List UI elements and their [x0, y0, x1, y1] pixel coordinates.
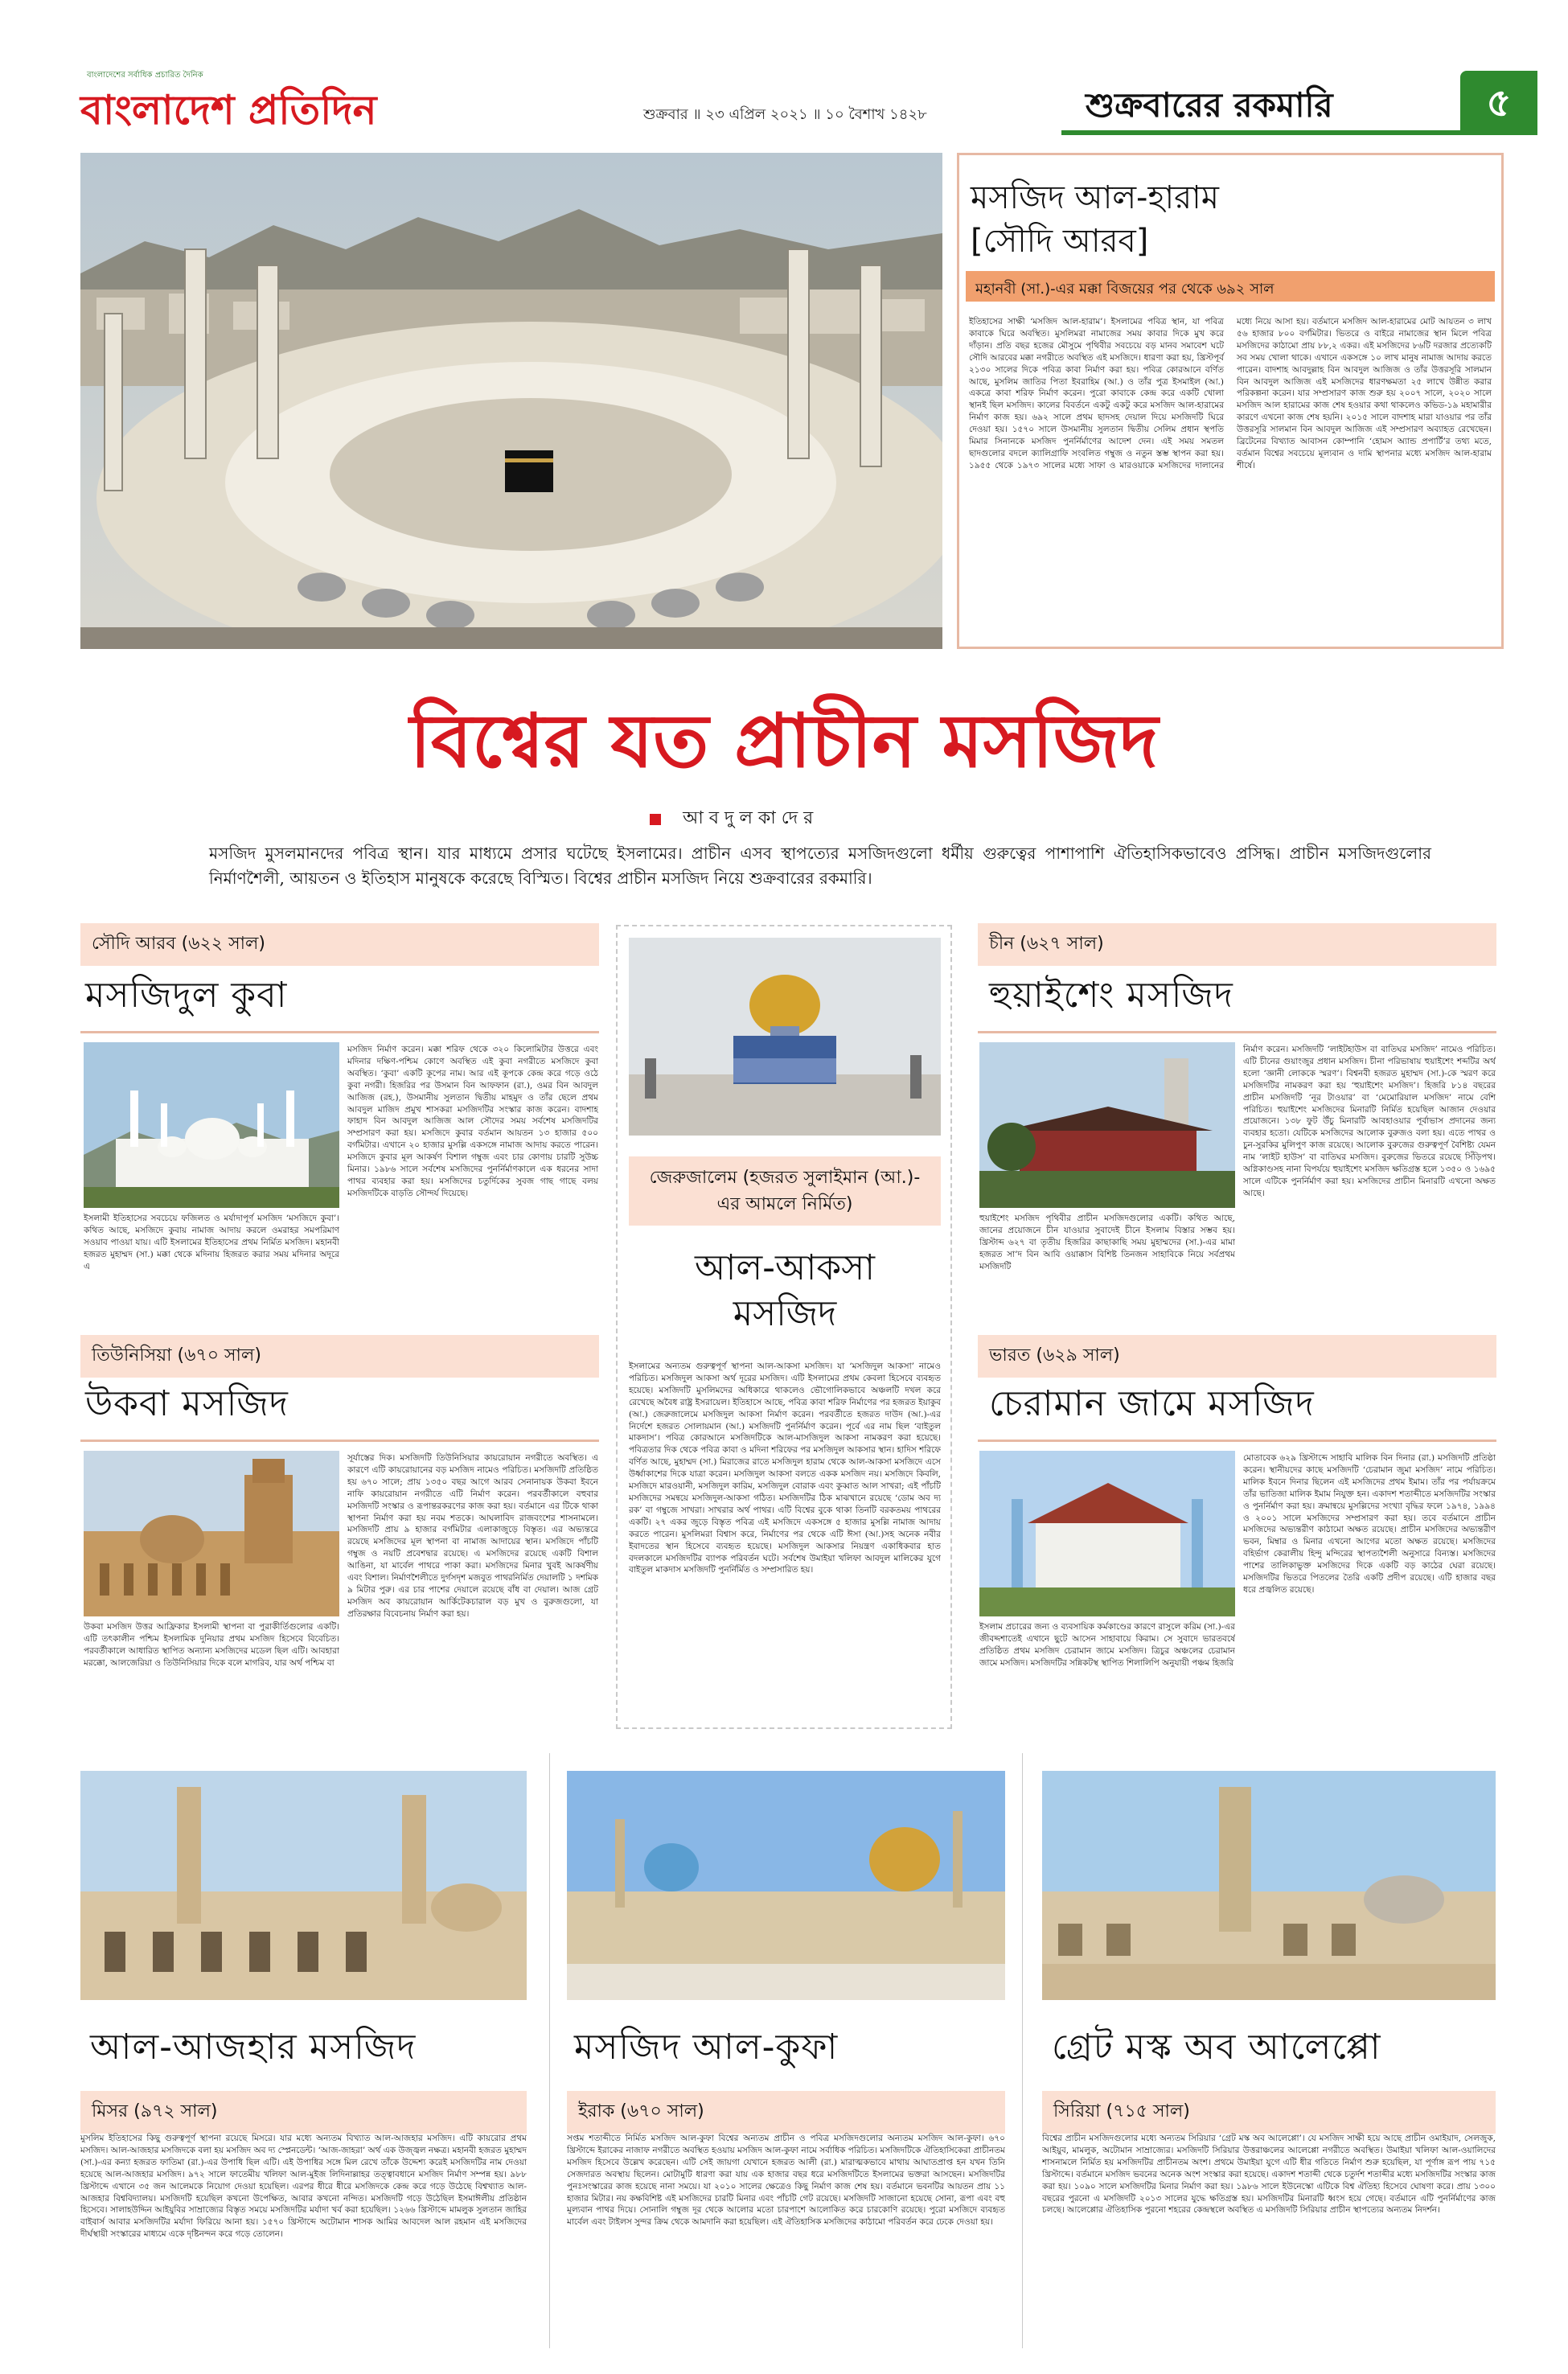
aleppo-title: গ্রেট মস্ক অব আলেপ্পো [1052, 2027, 1381, 2068]
uqba-photo [84, 1451, 339, 1616]
aqsa-title-line1: আল-আকসা [695, 1247, 875, 1288]
aqsa-title [629, 1245, 941, 1337]
byline-text: আ ব দু ল কা দে র [683, 808, 814, 828]
section-banner [1061, 71, 1537, 135]
aqsa-body: ইসলামের অন্যতম গুরুত্বপূর্ণ স্থাপনা আল-আকসা মসজিদ। যা ‘মসজিদুল আকসা’ নামেও পরিচিত। মসজিদুল আকসা অর্থ দূরের মসজিদ। এটি ইসলামের প্রথম কেবলা হিসেবে ব্যবহৃত হয়েছে। মসজিদটি মুসলিমদের অধিকারে থাকলেও ভৌগোলিকভাবে অঞ্চলটি দখল করে রেখেছে অবৈধ রাষ্ট্র ইসরায়েল। ইতিহাসে আছে, পবিত্র কাবা শরিফ নির্মাণের পর হজরত ইয়াকুব (আ.) জেরুজালেমে মসজিদুল আকসা নির্মাণ করেন। পরবর্তীতে হজরত দাউদ (আ.)-এর নির্দেশে হজরত সোলায়মান (আ.) মসজিদটি পুনর্নির্মাণ করেন। পূর্বে এর নাম ছিল ‘বাইতুল মাকদাস’। পবিত্র কোরআনে মসজিদটিকে আল-মাসজিদুল আকসা নামকরণ করা হয়েছে। পবিত্রতার দিক থেকে পবিত্র কাবা ও মদিনা শরিফের পর মসজিদুল আকসার স্থান। হাদিস শরিফে বর্ণিত আছে, মুহাম্মদ (সা.) মিরাজের রাতে মসজিদুল হারাম থেকে আল-আকসা মসজিদে এসে উর্ধ্বাকাশের দিকে যাত্রা করেন। মসজিদুল আকসা বলতে একক মসজিদ নয়। মসজিদে কিবলি, মসজিদে মারওয়ানী, মসজিদুল কারিম, মসজিদুল বোরাক এবং কুব্বাত আল সাখরা; এই পাঁচটি মসজিদের সমন্বয়ে মসজিদুল-আকসা গঠিত। মসজিদটির ঠিক মাঝখানে রয়েছে ‘ডোম অব দ্য রক’ বা গম্বুজে সাখরা। সাখরার অর্থ পাথর। এটি বিশ্বের বুকে থাকা তিনটি বরকতময় পাথরের একটি। ২৭ একর জুড়ে বিস্তৃত পবিত্র এই মসজিদে একসঙ্গে ৫ হাজার মুসল্লি নামাজ আদায় করতে পারেন। মুসলিমরা বিশ্বাস করে, নির্মাণের পর থেকে এটি ঈসা (আ.)সহ অনেক নবীর ইবাদতের স্থান হিসেবে ব্যবহৃত হয়েছে। মসজিদুল আকসার নিয়ন্ত্রণ একাধিকবার হাত বদলকালে মসজিদটির ব্যাপক পরিবর্তন ঘটে। সর্বশেষ উমাইয়া খলিফা আবদুল মালিকের যুগে বাইতুল মাকদাস মসজিদটি পুনর্নির্মিত ও সম্প্রসারিত হয়। [629, 1362, 941, 1575]
haram-title-line1: মসজিদ আল-হারাম [971, 179, 1219, 216]
logo-tagline: বাংলাদেশের সর্বাধিক প্রচারিত দৈনিক [87, 71, 203, 80]
dateline: শুক্রবার ॥ ২৩ এপ্রিল ২০২১ ॥ ১০ বৈশাখ ১৪২৮ [643, 106, 927, 123]
kufa-title: মসজিদ আল-কুফা [574, 2027, 839, 2068]
logo: বাংলাদেশ প্রতিদিন [80, 86, 377, 133]
quba-tag: সৌদি আরব (৬২২ সাল) [80, 923, 599, 966]
haram-body: ইতিহাসের সাক্ষী ‘মসজিদ আল-হারাম’। ইসলামের পবিত্র স্থান, যা পবিত্র কাবাকে ঘিরে অবস্থিত। মুসলিমরা নামাজের সময় কাবার দিকে মুখ করে দাঁড়ান। প্রতি বছর হজের মৌসুমে পৃথিবীর সবচেয়ে বড় মানব সমাবেশ ঘটে সৌদি আরবের মক্কা নগরীতে অবস্থিত এই মসজিদে। ধারণা করা হয়, খ্রিস্টপূর্ব ২১৩০ সালের দিকে পবিত্র কাবা নির্মাণ করা হয়। পবিত্র কোরআনে বর্ণিত আছে, মুসলিম জাতির পিতা ইবরাহিম (আ.) ও তাঁর পুত্র ইসমাইল (আ.) একত্রে কাবা শরিফ নির্মাণ করেন। পুরো কাবাকে কেন্দ্র করে একটি খোলা স্থানই ছিল মসজিদ। কালের বিবর্তনে একটু একটু করে মসজিদ আল-হারামের নির্মাণ কাজ হয়। ৬৯২ সালে প্রথম ছাদসহ দেয়াল দিয়ে মসজিদটি ঘিরে দেওয়া হয়। ১৫৭০ সালে উসমানীয় সুলতান দ্বিতীয় সেলিম প্রধান স্থপতি মিমার সিনানকে মসজিদ পুনর্নির্মাণের আদেশ দেন। এই সময় সমতল ছাদগুলোর বদলে ক্যালিগ্রাফি সংবলিত গম্বুজ ও নতুন স্তম্ভ স্থাপন করা হয়। ১৯৫৫ থেকে ১৯৭৩ সালের মধ্যে সাফা ও মারওয়াকে মসজিদের দালানের মধ্যে নিয়ে আসা হয়। বর্তমানে মসজিদ আল-হারামের মোট আয়তন ৩ লাখ ৫৬ হাজার ৮০০ বর্গমিটার। ভিতরে ও বাইরে নামাজের স্থান মিলে পবিত্র মসজিদের কাঠামো প্রায় ৮৮,২ একর। এই মসজিদের ৮৬টি দরজার প্রত্যেকটি সব সময় খোলা থাকে। এখানে একসঙ্গে ১০ লাখ মানুষ নামাজ আদায় করতে পারেন। বাদশাহ আবদুল্লাহ বিন আবদুল আজিজ ও তাঁর উত্তরসূরি সালমান বিন আবদুল আজিজ এই মসজিদের ধারণক্ষমতা ২৫ লাখে উন্নীত করার পরিকল্পনা করেন। যার সম্প্রসারণ কাজ শুরু হয় ২০০৭ সালে, ২০২০ সালে মসজিদ আল হারামের কাজ শেষ হওয়ার কথা থাকলেও কভিড-১৯ মহামারীর কারণে এখনো কাজ শেষ হয়নি। ২০১৫ সালে বাদশাহ মারা যাওয়ার পর তাঁর উত্তরসূরি সালমান বিন আবদুল আজিজ এই সম্প্রসারণ অব্যাহত রেখেছেন। ব্রিটেনের বিখ্যাত আবাসন কোম্পানি ‘হোমস অ্যান্ড প্রপার্টি’র তথ্য মতে, বর্তমান বিশ্বের সবচেয়ে মূল্যবান ও দামি স্থাপনার মধ্যে মসজিদ আল-হারাম শীর্ষে। [969, 317, 1492, 470]
cheraman-tag: ভারত (৬২৯ সাল) [978, 1335, 1496, 1378]
quba-title: মসজিদুল কুবা [85, 975, 288, 1016]
section-title: শুক্রবারের রকমারি [1086, 85, 1333, 125]
page-number: ৫ [1460, 71, 1537, 135]
bottom-divider-left [549, 1753, 550, 2348]
azhar-title: আল-আজহার মসজিদ [90, 2027, 417, 2068]
azhar-photo [80, 1771, 527, 2000]
aleppo-photo [1042, 1771, 1496, 2000]
azhar-tag: মিসর (৯৭২ সাল) [80, 2091, 527, 2134]
main-headline: বিশ্বের যত প্রাচীন মসজিদ [409, 697, 1159, 784]
aleppo-tag: সিরিয়া (৭১৫ সাল) [1042, 2091, 1496, 2134]
bottom-divider-right [1022, 1753, 1023, 2348]
cheraman-photo [979, 1451, 1235, 1616]
huaisheng-title: হুয়াইশেং মসজিদ [989, 975, 1233, 1016]
huaisheng-body-left: হুয়াইশেং মসজিদ পৃথিবীর প্রাচীন মসজিদগুলোর একটি। কথিত আছে, জানের প্রয়োজনে চীন যাওয়ার সুবাদেই চীনে ইসলাম বিস্তার সম্ভব হয়। খ্রিস্টাব্দ ৬২৭ বা তৃতীয় হিজরির কাছাকাছি সময় মুহাম্মদের (সা.)-এর মামা হজরত সা’দ বিন আবি ওয়াক্কাস বিশিষ্ট তিনজন সাহাবিকে নিয়ে সর্বপ্রথম মসজিদটি [979, 1214, 1235, 1271]
cheraman-body-left: ইসলাম প্রচারের জন্য ও ব্যবসায়িক কর্মকাণ্ডের কারণে রাসুলে করিম (সা.)-এর জীবদ্দশাতেই এখানে ছুটে আসেন সাহাবায়ে কিরাম। সে সুবাদে ভারতবর্ষে প্রতিষ্ঠিত প্রথম মসজিদ চেরামান জামে মসজিদ। ত্রিচুর অঞ্চলের চেরামান জামে মসজিদ। মসজিদটির সন্নিকটস্থ স্থাপিত শিলালিপি অনুযায়ী পঞ্চম হিজরি [979, 1622, 1235, 1668]
quba-body-right: মসজিদ নির্মাণ করেন। মক্কা শরিফ থেকে ৩২০ কিলোমিটার উত্তরে এবং মদিনার দক্ষিণ-পশ্চিম কোণে অবস্থিত এই কুবা নগরীতে মসজিদে কুবা অবস্থিত। ‘কুবা’ একটি কূপের নাম। আর এই কূপকে কেন্দ্র করে গড়ে ওঠে কুবা নগরী। হিজরির পর উসমান বিন আফফান (রা.), ওমর বিন আবদুল আজিজ (রহ.), উসমানীয় সুলতান দ্বিতীয় মাহমুদ ও তাঁর ছেলে প্রথম আবদুল মাজিদ প্রমুখ শাসকরা মসজিদটির সংস্কার কাজ করেন। বাদশাহ ফাহাদ বিন আবদুল আজিজ আল সৌদের সময় সর্বশেষ মসজিদটির সম্প্রসারণ করা হয়। মসজিদে কুবার বর্তমান আয়তন ১৩ হাজার ৫০০ বর্গমিটার। এখানে ২০ হাজার মুসল্লি একসঙ্গে নামাজ আদায় করতে পারেন। মসজিদে কুবার মূল আকর্ষণ বিশাল গম্বুজ এবং চার কোণায় চারটি সুউচ্চ মিনার। ১৯৮৬ সালে সর্বশেষ মসজিদের পুনর্নির্মাণকালে এক ধরনের সাদা পাথর ব্যবহার করা হয়। মসজিদের চতুর্দিকের সুবজ গাছ গাছে বলয় মসজিদটিকে বাড়তি সৌন্দর্য দিয়েছে। [347, 1045, 598, 1198]
aqsa-box [616, 925, 952, 1729]
kufa-tag: ইরাক (৬৭০ সাল) [567, 2091, 1005, 2134]
haram-title-line2: [সৌদি আরব] [971, 223, 1149, 260]
aleppo-body: বিশ্বের প্রাচীন মসজিদগুলোর মধ্যে অন্যতম সিরিয়ার ‘গ্রেট মস্ক অব আলেপ্পো’। যে মসজিদ সাক্ষী হয়ে আছে প্রাচীন ওমাইয়াদ, সেলজুক, আইয়ুব, মামলুক, অটোমান সাম্রাজ্যের। মসজিদটি সিরিয়ার উত্তরাঞ্চলের আলেপ্পো নগরীতে অবস্থিত। উমাইয়া খলিফা আল-ওয়ালিদের শাসনামলে নির্মিত হয় মসজিদটির প্রাচীনতম অংশ। প্রথমে উমাইয়া যুগে এটি ধীর গতিতে নির্মাণ শুরু হয়েছিল, যা পূর্ণাঙ্গ রূপ পায় ৭১৫ খ্রিস্টাব্দে। বর্তমানে মসজিদ ভবনের অনেক অংশ সংস্কার করা হয়েছে। একাদশ শতাব্দী থেকে চতুর্দশ শতাব্দীর মধ্যে মসজিদটির সংস্কার কাজ করা হয়। ১০৯০ সালে মসজিদটির মিনার নির্মাণ করা হয়। ১৯৮৬ সালে ইউনেস্কো এটিকে বিশ্ব ঐতিহ্য হিসেবে ঘোষণা করে। প্রায় ১৩০০ বছরের পুরনো এ মসজিদটি ২০১৩ সালের যুদ্ধে ক্ষতিগ্রস্ত হয়। মসজিদটির মিনারটি ধ্বংস হয়ে গেছে। বর্তমানে এটি পুনর্নির্মাণের কাজ চলছে। আলেপ্পোর ঐতিহাসিক পুরনো শহরের কেন্দ্রস্থলে অবস্থিত এ মসজিদটি সিরিয়ার প্রাচীন স্থাপত্যের অন্যতম নিদর্শন। [1042, 2134, 1496, 2216]
byline [650, 804, 813, 828]
kufa-body: সপ্তম শতাব্দীতে নির্মিত মসজিদ আল-কুফা বিশ্বের অন্যতম প্রাচীন ও পবিত্র মসজিদগুলোর অন্যতম মসজিদ আল-কুফা। ৬৭০ খ্রিস্টাব্দে ইরাকের নাজাফ নগরীতে অবস্থিত হওয়ায় মসজিদ আল-কুফা নামে সর্বাধিক পরিচিত। মসজিদটিকে ঐতিহাসিকেরা প্রাচীনতম মসজিদ হিসেবে উল্লেখ করেছেন। এটি সেই জায়গা যেখানে হজরত আলী (রা.) মারাত্মকভাবে মাথায় আঘাতপ্রাপ্ত হন যখন তিনি সেজদারত অবস্থায় ছিলেন। মোটামুটি ধারণা করা যায় এক হাজার বছর ধরে মসজিদটিতে ইসলামের ভক্তরা আসছেন। মসজিদটির পুনঃসংস্কারের কাজ হয়েছে নানা সময়ে। যা ২০১০ সালের ক্ষেত্রেও কিছু নির্মাণ কাজ শেষ হয়। বর্তমানে ভবনটির আয়তন প্রায় ১১ হাজার মিটার। নয় কক্ষবিশিষ্ট এই মসজিদের চারটি মিনার এবং পাঁচটি গেট রয়েছে। মসজিদটি সাজানো হয়েছে সোনা, রূপা এবং বহু মূল্যবান পাথর দিয়ে। সোনালি গম্বুজ দূর থেকে আলোর মতো চারপাশে আলোকিত করে চারকোণি রয়েছে। পুরো মসজিদে ব্যবহৃত মার্বেল এবং টাইলস সুন্দর ক্রিম থেকে আমদানি করা হয়েছিল। এই ঐতিহাসিক মসজিদের কাঠামো পরিবর্তন করে ঢেকে দেওয়া হয়। [567, 2134, 1005, 2228]
haram-subtitle: মহানবী (সা.)-এর মক্কা বিজয়ের পর থেকে ৬৯২ সাল [966, 271, 1495, 302]
huaisheng-rule [978, 1031, 1496, 1033]
huaisheng-tag: চীন (৬২৭ সাল) [978, 923, 1496, 966]
intro-text: মসজিদ মুসলমানদের পবিত্র স্থান। যার মাধ্যমে প্রসার ঘটেছে ইসলামের। প্রাচীন এসব স্থাপত্যের মসজিদগুলো ধর্মীয় গুরুত্বের পাশাপাশি ঐতিহাসিকভাবেও প্রসিদ্ধ। প্রাচীন মসজিদগুলোর নির্মাণশৈলী, আয়তন ও ইতিহাস মানুষকে করেছে বিস্মিত। বিশ্বের প্রাচীন মসজিদ নিয়ে শুক্রবারের রকমারি। [209, 844, 1431, 888]
uqba-body-left: উকবা মসজিদ উত্তর আফ্রিকার ইসলামী স্থাপনা বা পুরাকীর্তিগুলোর একটি। এটি তৎকালীন পশ্চিম ইসলামিক দুনিয়ার প্রথম মসজিদ হিসেবে বিবেচিত। পরবর্তীকালে আধারিত স্থাপিত অন্যান্য মসজিদের মডেল ছিল এটি। আবহারা মরক্কো, আলজেরিয়া ও তিউনিসিয়ার দিকে বলে মাগরিব, যার অর্থ পশ্চিম বা [84, 1622, 339, 1668]
uqba-body-right: সূর্যাস্তের দিক। মসজিদটি তিউনিসিয়ার কায়রোয়ান নগরীতে অবস্থিত। এ কারণে এটি কায়রোয়ানের বড় মসজিদ নামেও পরিচিত। মসজিদটি প্রতিষ্ঠিত হয় ৬৭০ সালে; প্রায় ১৩৫০ বছর আগে আরব সেনানায়ক উকবা ইবনে নাফি কায়রোয়ান নগরীতে এটি নির্মাণ করেন। পরবর্তীকালে বহুবার মসজিদটি সংস্কার ও রূপান্তরকরণের কাজ করা হয়। বর্তমানে এর টিকে থাকা স্থাপনা নির্মাণ করা হয় নবম শতকে। আঘলাবিদ রাজবংশের শাসনামলে। মসজিদটি প্রায় ৯ হাজার বর্গমিটার এলাকাজুড়ে বিস্তৃত। এর অভ্যন্তরে রয়েছে মসজিদের মূল স্থাপনা বা নামাজ আদায়ের স্থান। মসজিদে পাঁচটি গম্বুজ ও নয়টি প্রবেশদ্বার রয়েছে। এ মসজিদের রয়েছে একটি বিশাল আঙিনা, যা মার্বেল পাথরে পাকা করা। মসজিদের মিনার খুবই আকর্ষণীয় এবং বিশাল। নির্মাণশৈলীতে দুর্গসদৃশ মজবুত পাথরনির্মিত দেয়ালটি ১ দশমিক ৯ মিটার পুরু। এর চার পাশের দেয়ালে রয়েছে বাঁধ বা দেয়াল। আজ গ্রেট মসজিদ অব কায়রোয়ান আর্কিটেকচারাল বড় মুখ ও বুরুজগুলো, যা প্রতিরক্ষার বিবেচনায় নির্মাণ করা হয়। [347, 1453, 598, 1619]
masthead [0, 0, 1568, 153]
uqba-rule [80, 1440, 599, 1442]
haram-photo [80, 153, 942, 649]
huaisheng-body-right: নির্মাণ করেন। মসজিদটি ‘লাইটহাউস বা বাতিঘর মসজিদ’ নামেও পরিচিত। এটি চীনের গুয়াংজুর প্রধান মসজিদ। চীনা পরিভাষায় হুয়াইশেং শব্দটির অর্থ হলো ‘জ্ঞানী লোককে স্মরণ’। বিশ্বনবী হজরত মুহাম্মদ (সা.)-কে স্মরণ করে মসজিদটির নামকরণ করা হয় ‘হুয়াইশেং মসজিদ’। হিজরি ৮১৪ বছরের প্রাচীন মসজিদটি ‘নূর টাওয়ার’ বা ‘মেমোরিয়াল মসজিদ’ নামে বেশি পরিচিত। হুয়াইশেং মসজিদের মিনারটি নির্মিত হয়েছিল আজান দেওয়ার প্রয়োজনে। ১৩৮ ফুট উঁচু মিনারটি আবহাওয়ার পূর্বাভাস প্রদানের জন্য ব্যবহার হতো। যেটিকে মসজিদের আলোক বুরুজও বলা হয়। এতে পাথর ও চুন-সুরকির মুলিপুণ কাজ রয়েছে। আলোক বুরুজের গুরুত্বপূর্ণ বৈশিষ্ট্য যেমন নাম ‘লাইট হাউস’ বা বাতিঘর মসজিদ। বুরুজের ভিতরে রয়েছে সিঁড়িপথ। অগ্নিকাণ্ডসহ নানা বিপর্যয়ে হুয়াইশেং মসজিদ ক্ষতিগ্রস্ত হলে ১৩৫০ ও ১৬৯৫ সালে এটিকে পুনর্নির্মাণ করা হয়। মসজিদের প্রাচীন মিনারটি এখনো অক্ষত আছে। [1243, 1045, 1496, 1198]
aqsa-title-line2: মসজিদ [733, 1293, 837, 1335]
azhar-body: মুসলিম ইতিহাসের কিছু গুরুত্বপূর্ণ স্থাপনা রয়েছে মিসরে। যার মধ্যে অন্যতম বিখ্যাত আল-আজহার মসজিদ। এটি কায়রোর প্রথম মসজিদ। আল-আজহার মসজিদকে বলা হয় মসজিদ অব দ্য স্প্লেনডেন্ট। ‘আজ-জাহরা’ অর্থ এক উজ্জ্বল নক্ষত্র। মহানবী হজরত মুহাম্মদ (সা.)-এর কন্যা হজরত ফাতিমা (রা.)-এর উপাধি ছিল এটি। এই উপাধির সঙ্গে মিল রেখে তাঁকে উদ্দেশ্য করেই মসজিদটির নাম দেওয়া হয়েছে আল-আজহার মসজিদ। ৯৭২ সালে ফাতেমীয় খলিফা আল-মুইজ লিদিনাল্লাহর তত্ত্বাবধানে মসজিদ নির্মাণ সম্পন্ন হয়। ৯৮৮ খ্রিস্টাব্দে এখানে ৩৫ জন আলেমকে নিয়োগ দেওয়া হয়েছিল। এরপর ধীরে ধীরে মসজিদকে কেন্দ্র করে গড়ে উঠেছে বিশ্বখ্যাত আল-আজহার বিশ্ববিদ্যালয়। মসজিদটি হয়েছিল কখনো উপেক্ষিত, আবার কখনো নন্দিত। মসজিদটি গড়ে উঠেছিল ইসমাঈলীয় প্রতিষ্ঠান হিসেবে। সালাহউদ্দিন আইয়ুবির সাম্রাজ্যের বিস্তৃত সময়ে মসজিদটির মর্যাদা খর্ব করা হয়েছিল। ১২৬৬ খ্রিস্টাব্দে মামলুক সুলতান জাহির বাইবার্স আবার মসজিদটির মর্যাদা ফিরিয়ে আনা হয়। ১৫৭০ খ্রিস্টাব্দে অটোমান শাসক আমির আবদেল আল রহমান এই মসজিদের দীর্ঘস্থায়ী সংস্কারের মাধ্যমে একে দৃষ্টিনন্দন করে গড়ে তোলেন। [80, 2134, 527, 2240]
kufa-photo [567, 1771, 1005, 2000]
cheraman-rule [978, 1440, 1496, 1442]
huaisheng-photo [979, 1042, 1235, 1208]
byline-marker [650, 814, 661, 825]
quba-photo [84, 1042, 339, 1208]
haram-box [957, 153, 1504, 649]
uqba-tag: তিউনিসিয়া (৬৭০ সাল) [80, 1335, 599, 1378]
haram-title [971, 176, 1469, 263]
aqsa-photo [629, 938, 941, 1136]
quba-body-left: ইসলামী ইতিহাসের সবচেয়ে ফজিলত ও মর্যাদাপূর্ণ মসজিদ ‘মসজিদে কুবা’। কথিত আছে, মসজিদে কুবায় নামাজ আদায় করলে ওমরাহর সমপরিমাণ সওয়াব পাওয়া যায়। এটি ইসলামের ইতিহাসের প্রথম নির্মিত মসজিদ। মহানবী হজরত মুহাম্মদ (সা.) মক্কা থেকে মদিনায় হিজরত করার সময় মদিনার অদূরে এ [84, 1214, 339, 1271]
cheraman-body-right: মোতাবেক ৬২৯ খ্রিস্টাব্দে সাহাবি মালিক বিন দিনার (রা.) মসজিদটি প্রতিষ্ঠা করেন। স্থানীয়দের কাছে মসজিদটি ‘চেরামান জুমা মসজিদ’ নামে পরিচিত। মালিক ইবনে দিনার ছিলেন এই মসজিদের প্রথম ইমাম। তাঁর পর পর্যায়ক্রমে তাঁর ভাতিজা মালিক ইমাম নিযুক্ত হন। একাদশ শতাব্দীতে মসজিদটির সংস্কার ও পুনর্নির্মাণ করা হয়। ক্রমান্বয়ে মুসল্লিদের সংখ্যা বৃদ্ধির ফলে ১৯৭৪, ১৯৯৪ ও ২০০১ সালে মসজিদের সম্প্রসারণ করা হয়। তবে বর্তমানে প্রাচীন মসজিদের অভ্যন্তরীণ কাঠামো অক্ষত রয়েছে। প্রাচীন মসজিদের অভ্যন্তরীণ ভবন, মিম্বার ও মিনার এখনো আগের মতো অক্ষত রয়েছে। মসজিদের বহির্ভাগ কেরালীয় হিন্দু মন্দিরের স্থাপত্যশৈলী অনুসারে বিন্যস্ত। মসজিদের পাশের তালিকাভুক্ত মসজিদের দিকে একটি বড় কাঠের ঘেরা রয়েছে। মসজিদটির ভিতরে পিতলের তৈরি একটি প্রদীপ রয়েছে। এটি হাজার বছর ধরে প্রজ্বলিত রয়েছে। [1243, 1453, 1496, 1595]
cheraman-title: চেরামান জামে মসজিদ [989, 1383, 1315, 1424]
aqsa-caption: জেরুজালেম (হজরত সুলাইমান (আ.)-এর আমলে নির্মিত) [629, 1156, 941, 1226]
uqba-title: উকবা মসজিদ [85, 1383, 289, 1424]
quba-rule [80, 1031, 599, 1033]
